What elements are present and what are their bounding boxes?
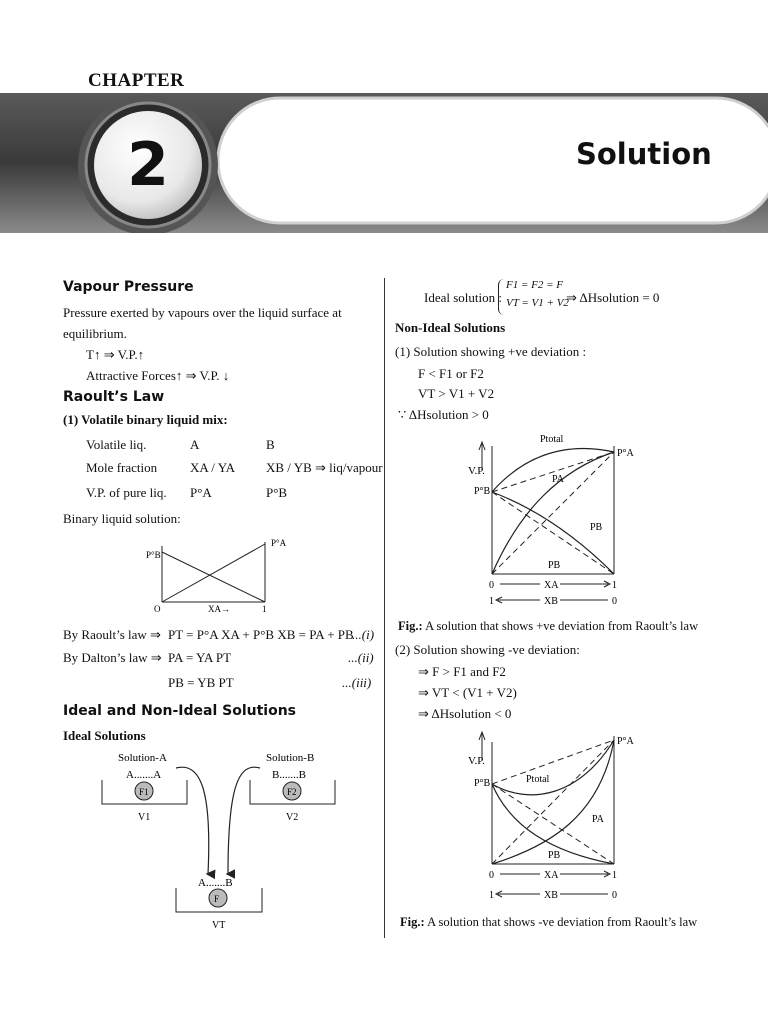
dalton-eq-lhs: By Dalton’s law ⇒	[63, 650, 162, 665]
graph3-xb-label: XB	[544, 890, 558, 901]
negative-deviation-graph	[460, 726, 640, 906]
table-row2-col2: XA / YA	[190, 460, 236, 475]
graph2-xa-zero: 0	[489, 580, 494, 591]
column-divider	[384, 278, 385, 938]
positive-deviation-graph	[460, 430, 640, 610]
ideal-enthalpy-result: ⇒ ΔHsolution = 0	[566, 290, 660, 305]
v2-label: V2	[286, 812, 299, 823]
graph3-xa-zero: 0	[489, 870, 494, 881]
graph2-ptotal-label: Ptotal	[540, 434, 564, 445]
fig1-text: A solution that shows +ve deviation from Raoult’s law	[422, 619, 699, 633]
ideal-cond-f: F1 = F2 = F	[506, 279, 564, 291]
raoult-ideal-graph	[140, 532, 300, 616]
page-title: Solution	[576, 137, 712, 171]
table-row3-col2: P°A	[190, 485, 212, 500]
graph2-xb-one: 1	[489, 596, 494, 607]
chapter-number: 2	[127, 130, 169, 200]
positive-cond-volume: VT > V1 + V2	[418, 386, 495, 401]
graph3-pa-label: PA	[592, 814, 604, 825]
ideal-mixing-diagram	[90, 748, 380, 933]
a-molecules-label: A.......A	[126, 769, 162, 781]
fig1-label: Fig.:	[398, 619, 423, 633]
graph2-ptotal-curve	[492, 448, 614, 492]
raoult-eq-lhs: By Raoult’s law ⇒	[63, 627, 161, 642]
graph2-xb-label: XB	[544, 596, 558, 607]
ideal-cond-v: VT = V1 + V2	[506, 297, 569, 309]
graph1-xa-label: XA→	[208, 604, 230, 614]
b-molecules-label: B.......B	[272, 769, 306, 781]
graph3-pa0-label: P°A	[617, 736, 634, 747]
f2-label: F2	[287, 787, 297, 797]
graph3-ptotal-label: Ptotal	[526, 774, 550, 785]
negative-deviation-item: (2) Solution showing -ve deviation:	[395, 642, 580, 657]
ideal-nonideal-heading: Ideal and Non-Ideal Solutions	[63, 703, 296, 719]
graph3-pb0-label: P°B	[474, 778, 491, 789]
raoult-law-heading: Raoult’s Law	[63, 389, 165, 405]
f-label: F	[214, 894, 220, 904]
vapour-def-line2: equilibrium.	[63, 326, 127, 341]
graph1-pa-label: P°A	[271, 538, 287, 548]
negative-cond-volume: ⇒ VT < (V1 + V2)	[418, 685, 517, 700]
vapour-def-line1: Pressure exerted by vapours over the liquid surface at	[63, 305, 342, 320]
positive-cond-force: F < F1 or F2	[418, 366, 484, 381]
dalton-eq2-rhs: PB = YB PT	[168, 675, 234, 690]
graph1-one-label: 1	[262, 604, 267, 614]
solution-a-label: Solution-A	[118, 752, 167, 764]
solution-b-label: Solution-B	[266, 752, 315, 764]
vapour-pressure-heading: Vapour Pressure	[63, 279, 194, 295]
chapter-label: CHAPTER	[88, 70, 185, 91]
positive-cond-enthalpy: ∵ ΔHsolution > 0	[398, 407, 489, 422]
table-row1-col2: A	[190, 437, 200, 452]
graph3-vp-label: V.P.	[468, 755, 485, 767]
non-ideal-heading: Non-Ideal Solutions	[395, 320, 506, 335]
graph2-pb-label: PB	[590, 522, 603, 533]
table-row1-col3: B	[266, 437, 275, 452]
positive-deviation-item: (1) Solution showing +ve deviation :	[395, 344, 587, 359]
graph2-pa0-label: P°A	[617, 448, 634, 459]
fig2-caption	[400, 915, 697, 930]
graph2-xa-label: XA	[544, 580, 559, 591]
negative-cond-force: ⇒ F > F1 and F2	[418, 664, 506, 679]
graph1-pb-label: P°B	[146, 550, 161, 560]
table-row3-col3: P°B	[266, 485, 288, 500]
graph2-vp-label: V.P.	[468, 465, 485, 477]
binary-solution-label: Binary liquid solution:	[63, 511, 181, 526]
table-row1-col1: Volatile liq.	[86, 437, 147, 452]
fig1-caption	[398, 619, 698, 634]
raoult-eq-tag: ...(i)	[352, 627, 375, 642]
graph3-ptotal-curve	[492, 740, 614, 795]
graph3-pb-label: PB	[548, 850, 561, 861]
raoult-eq-rhs: PT = P°A XA + P°B XB = PA + PB	[168, 627, 354, 642]
vapour-force-relation: Attractive Forces↑ ⇒ V.P. ↓	[86, 368, 230, 383]
fig2-label: Fig.:	[400, 915, 425, 929]
graph3-xb-zero: 0	[612, 890, 617, 901]
ideal-solutions-subheading: Ideal Solutions	[63, 728, 146, 743]
dalton-eq-rhs: PA = YA PT	[168, 650, 232, 665]
f1-label: F1	[139, 787, 149, 797]
vt-label: VT	[212, 920, 226, 931]
graph2-xa-one: 1	[612, 580, 617, 591]
negative-cond-enthalpy: ⇒ ΔHsolution < 0	[418, 706, 512, 721]
vapour-temperature-relation: T↑ ⇒ V.P.↑	[86, 347, 145, 362]
table-row3-col1: V.P. of pure liq.	[86, 485, 167, 500]
graph2-xb-zero: 0	[612, 596, 617, 607]
table-row2-col3: XB / YB ⇒ liq/vapour	[266, 460, 383, 475]
graph2-pb0-label: P°B	[474, 486, 491, 497]
ideal-line-label: Ideal solution :	[424, 290, 502, 305]
volatile-mix-subheading: (1) Volatile binary liquid mix:	[63, 412, 228, 427]
fig2-text: A solution that shows -ve deviation from Raoult’s law	[424, 915, 698, 929]
dalton-eq-tag: ...(ii)	[348, 650, 374, 665]
table-row2-col1: Mole fraction	[86, 460, 158, 475]
graph3-xa-label: XA	[544, 870, 559, 881]
v1-label: V1	[138, 812, 151, 823]
dalton-eq2-tag: ...(iii)	[342, 675, 372, 690]
graph2-pa-label: PA	[552, 474, 564, 485]
graph3-xb-one: 1	[489, 890, 494, 901]
graph2-pb-low-label: PB	[548, 560, 561, 571]
graph1-origin-label: O	[154, 604, 161, 614]
ab-molecules-label: A.......B	[198, 877, 233, 889]
graph3-xa-one: 1	[612, 870, 617, 881]
